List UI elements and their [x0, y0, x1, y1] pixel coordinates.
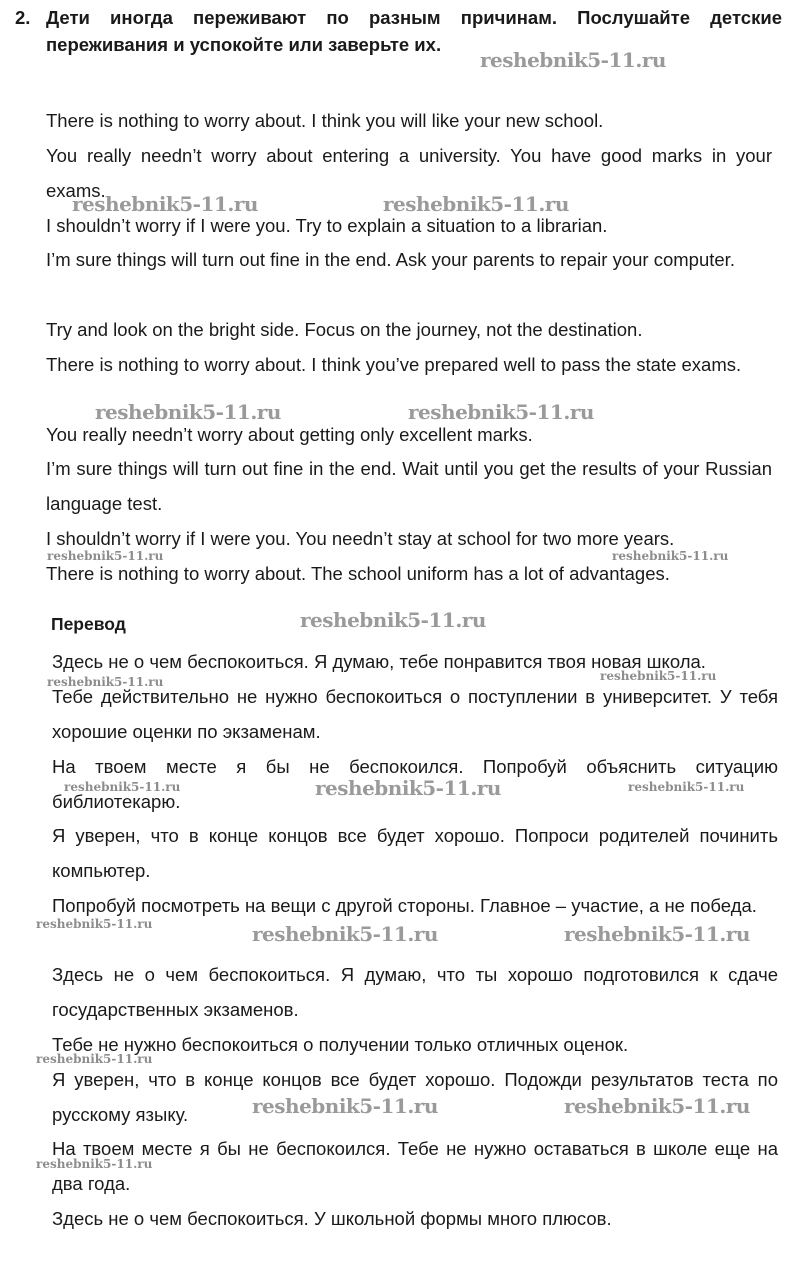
watermark: reshebnik5-11.ru [564, 922, 750, 946]
watermark: reshebnik5-11.ru [64, 780, 181, 794]
answer-ru-3: На твоем месте я бы не беспокоился. Попробуй объяснить ситуацию библиотекарю. [52, 756, 778, 812]
watermark: reshebnik5-11.ru [612, 549, 729, 563]
watermark: reshebnik5-11.ru [600, 669, 717, 683]
answer-en-10: There is nothing to worry about. The school uniform has a lot of advantages. [46, 563, 670, 584]
watermark: reshebnik5-11.ru [95, 400, 281, 424]
watermark: reshebnik5-11.ru [383, 192, 569, 216]
task-text: Дети иногда переживают по разным причинам. Послушайте детские переживания и успокойте или заверьте их. [46, 7, 782, 55]
watermark: reshebnik5-11.ru [480, 48, 666, 72]
watermark: reshebnik5-11.ru [36, 917, 153, 931]
watermark: reshebnik5-11.ru [72, 192, 258, 216]
answer-ru-1: Здесь не о чем беспокоиться. Я думаю, тебе понравится твоя новая школа. [52, 651, 706, 672]
watermark: reshebnik5-11.ru [315, 776, 501, 800]
watermark: reshebnik5-11.ru [47, 549, 164, 563]
answer-en-5: Try and look on the bright side. Focus on the journey, not the destination. [46, 319, 643, 340]
answer-ru-7: Тебе не нужно беспокоиться о получении только отличных оценок. [52, 1034, 629, 1055]
answer-en-7: You really needn’t worry about getting only excellent marks. [46, 424, 533, 445]
answer-ru-8: Я уверен, что в конце концов все будет хорошо. Подожди результатов теста по русскому языку. [52, 1069, 778, 1125]
answer-en-1: There is nothing to worry about. I think you will like your new school. [46, 110, 604, 131]
answer-ru-4: Я уверен, что в конце концов все будет хорошо. Попроси родителей починить компьютер. [52, 825, 778, 881]
watermark: reshebnik5-11.ru [36, 1157, 153, 1171]
watermark: reshebnik5-11.ru [36, 1052, 153, 1066]
answer-en-2: You really needn’t worry about entering a university. You have good marks in your exams. [46, 145, 772, 201]
watermark: reshebnik5-11.ru [628, 780, 745, 794]
answer-ru-6: Здесь не о чем беспокоиться. Я думаю, что ты хорошо подготовился к сдаче государственных экзаменов. [52, 964, 778, 1020]
translation-heading: Перевод [51, 614, 126, 634]
answer-en-6: There is nothing to worry about. I think you’ve prepared well to pass the state exams. [46, 354, 742, 375]
answer-en-8: I’m sure things will turn out fine in the end. Wait until you get the results of your Russian language test. [46, 458, 772, 514]
task-number: 2. [15, 7, 31, 28]
watermark: reshebnik5-11.ru [252, 922, 438, 946]
watermark: reshebnik5-11.ru [252, 1094, 438, 1118]
answer-ru-5: Попробуй посмотреть на вещи с другой стороны. Главное – участие, а не победа. [52, 895, 757, 916]
answer-ru-9: На твоем месте я бы не беспокоился. Тебе не нужно оставаться в школе еще на два года. [52, 1138, 778, 1194]
answer-en-4: I’m sure things will turn out fine in the end. Ask your parents to repair your computer. [46, 249, 735, 270]
watermark: reshebnik5-11.ru [408, 400, 594, 424]
answer-en-3: I shouldn’t worry if I were you. Try to explain a situation to a librarian. [46, 215, 608, 236]
watermark: reshebnik5-11.ru [300, 608, 486, 632]
watermark: reshebnik5-11.ru [47, 675, 164, 689]
answer-en-9: I shouldn’t worry if I were you. You needn’t stay at school for two more years. [46, 528, 675, 549]
answer-ru-10: Здесь не о чем беспокоиться. У школьной формы много плюсов. [52, 1208, 612, 1229]
watermark: reshebnik5-11.ru [564, 1094, 750, 1118]
answer-ru-2: Тебе действительно не нужно беспокоиться о поступлении в университет. У тебя хорошие оценки по экзаменам. [52, 686, 778, 742]
